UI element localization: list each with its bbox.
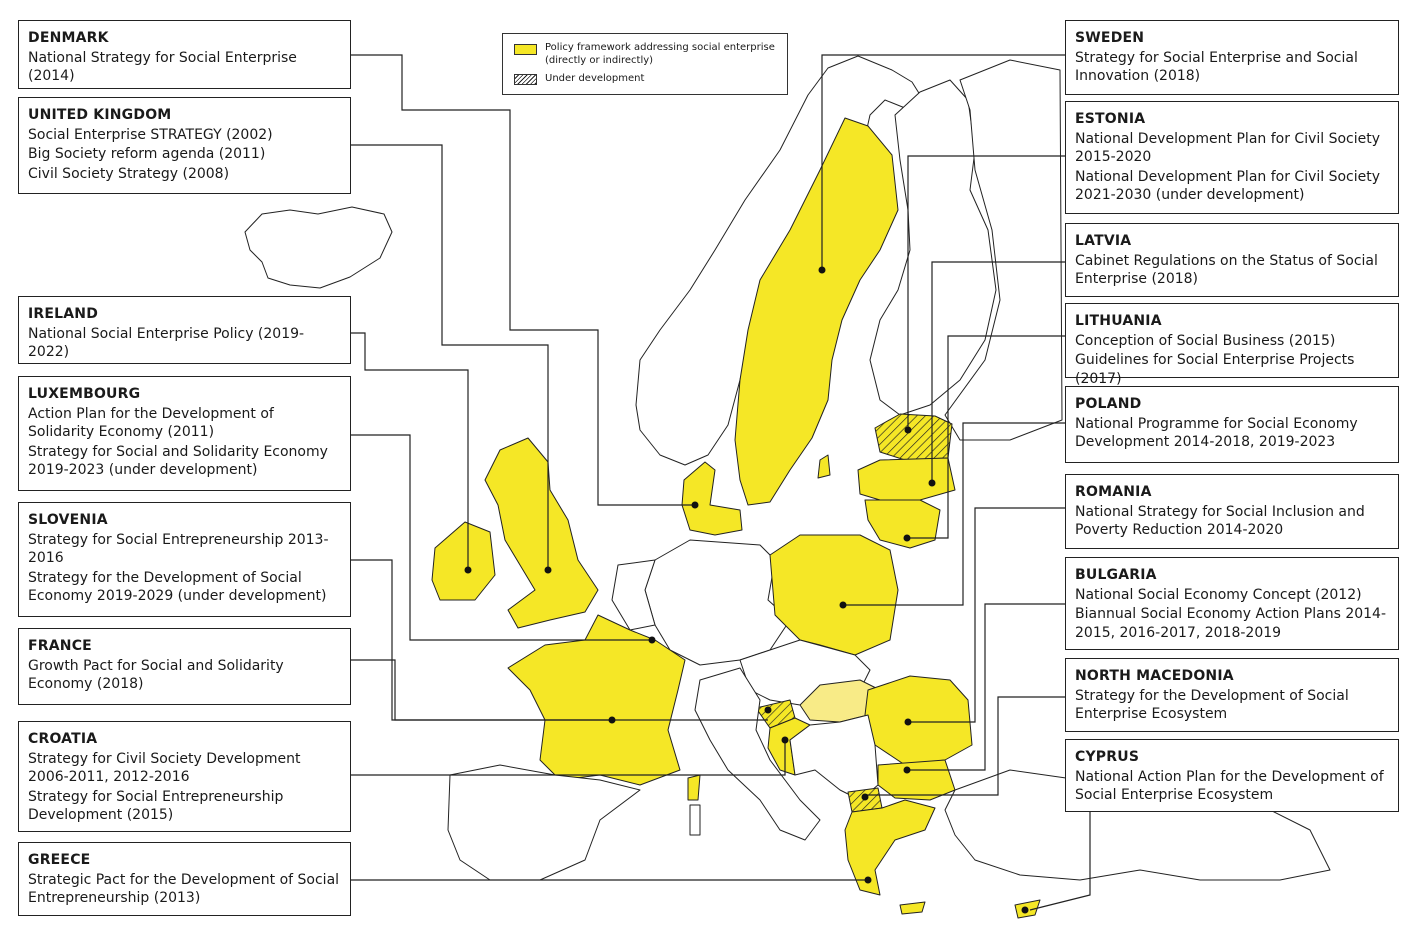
country-name: SLOVENIA [28,512,108,528]
box-bulgaria [1065,557,1399,650]
country-name: BULGARIA [1075,567,1157,583]
pin-north-macedonia [862,794,869,801]
pin-slovenia [765,707,772,714]
box-ireland [18,296,351,364]
romania-shape [865,676,972,765]
greece-shape [845,800,935,895]
crete-shape [900,902,925,914]
map-legend [502,33,788,95]
pin-ireland [465,567,472,574]
policy-text: Strategy for Civil Society Development 2006-2011, 2012-2016 [28,750,301,785]
policy-text: Conception of Social Business (2015) [1075,332,1336,349]
country-name: LITHUANIA [1075,313,1162,329]
policy-text: Strategy for the Development of Social Economy 2019-2029 (under development) [28,569,327,604]
country-name: LUXEMBOURG [28,386,141,402]
country-name: FRANCE [28,638,92,654]
box-north-macedonia [1065,658,1399,732]
policy-text: National Social Economy Concept (2012) [1075,586,1362,603]
policy-text: Big Society reform agenda (2011) [28,146,266,162]
pin-poland [840,602,847,609]
box-luxembourg [18,376,351,491]
uk-shape [485,438,598,628]
connector-denmark [350,55,695,505]
box-slovenia [18,502,351,617]
ireland-shape [432,522,495,600]
denmark-shape [682,462,742,535]
policy-text: Cabinet Regulations on the Status of Social Enterprise (2018) [1075,252,1378,287]
policy-text: National Strategy for Social Inclusion and Poverty Reduction 2014-2020 [1075,503,1365,538]
country-name: POLAND [1075,396,1142,412]
gotland-shape [818,455,830,478]
policy-text: Action Plan for the Development of Solidarity Economy (2011) [28,405,274,440]
policy-text: National Development Plan for Civil Society 2015-2020 [1075,130,1381,165]
policy-text: National Strategy for Social Enterprise (2014) [28,49,297,84]
sweden-shape [735,118,898,505]
policy-text: National Development Plan for Civil Society 2021-2030 (under development) [1075,168,1381,203]
pin-romania [905,719,912,726]
box-croatia [18,721,351,832]
policy-text: Strategy for Social and Solidarity Economy 2019-2023 (under development) [28,443,328,478]
policy-text: Strategy for Social Enterprise and Social Innovation (2018) [1075,49,1358,84]
policy-text: Growth Pact for Social and Solidarity Economy (2018) [28,657,284,692]
box-romania [1065,474,1399,549]
lithuania-shape [865,500,940,548]
policy-text: Biannual Social Economy Action Plans 2014-2015, 2016-2017, 2018-2019 [1075,606,1386,641]
policy-text: Guidelines for Social Enterprise Projects (2017) [1075,352,1355,387]
pin-croatia [782,737,789,744]
box-france [18,628,351,705]
bulgaria-shape [878,760,955,800]
box-estonia [1065,101,1399,214]
country-name: IRELAND [28,306,99,322]
estonia-shape [875,414,952,460]
legend-under-development-swatch [514,74,537,85]
country-name: CROATIA [28,731,98,747]
policy-text: Strategy for Social Entrepreneurship 2013-2016 [28,531,329,566]
country-name: DENMARK [28,30,109,46]
pin-uk [545,567,552,574]
pin-latvia [929,480,936,487]
policy-text: Strategy for the Development of Social Enterprise Ecosystem [1075,687,1349,722]
pin-estonia [905,427,912,434]
legend-under-development-label: Under development [545,73,645,84]
policy-text: Strategy for Social Entrepreneurship Development (2015) [28,788,284,823]
box-sweden [1065,20,1399,95]
box-denmark [18,20,351,89]
box-poland [1065,386,1399,463]
policy-text: National Social Enterprise Policy (2019-2022) [28,325,305,360]
germany-shape [645,540,790,665]
iceland-shape [245,207,392,288]
box-cyprus [1065,739,1399,812]
country-name: UNITED KINGDOM [28,107,172,123]
box-united-kingdom [18,97,351,194]
latvia-shape [858,458,955,500]
pin-greece [865,877,872,884]
legend-framework-swatch [514,44,537,55]
country-name: SWEDEN [1075,30,1145,46]
box-lithuania [1065,303,1399,387]
corsica-shape [688,775,700,800]
country-name: ROMANIA [1075,484,1152,500]
policy-text: National Action Plan for the Development of Social Enterprise Ecosystem [1075,768,1384,803]
policy-text: Civil Society Strategy (2008) [28,165,230,182]
box-latvia [1065,223,1399,297]
sardinia-shape [690,805,700,835]
country-name: GREECE [28,852,91,868]
policy-text: National Programme for Social Economy Development 2014-2018, 2019-2023 [1075,415,1358,450]
iberia-shape [448,765,640,880]
country-name: CYPRUS [1075,749,1140,765]
pin-bulgaria [904,767,911,774]
policy-text: Social Enterprise STRATEGY (2002) [28,126,273,143]
pin-sweden [819,267,826,274]
pin-france [609,717,616,724]
poland-shape [770,535,898,655]
policy-text: Strategic Pact for the Development of Social Entrepreneurship (2013) [28,871,340,906]
pin-lithuania [904,535,911,542]
country-name: LATVIA [1075,233,1132,249]
country-name: ESTONIA [1075,111,1146,127]
pin-cyprus [1022,907,1029,914]
pin-luxembourg [649,637,656,644]
pin-denmark [692,502,699,509]
box-greece [18,842,351,916]
country-name: NORTH MACEDONIA [1075,668,1234,684]
legend-framework-label: Policy framework addressing social enterprise (directly or indirectly) [545,42,775,66]
